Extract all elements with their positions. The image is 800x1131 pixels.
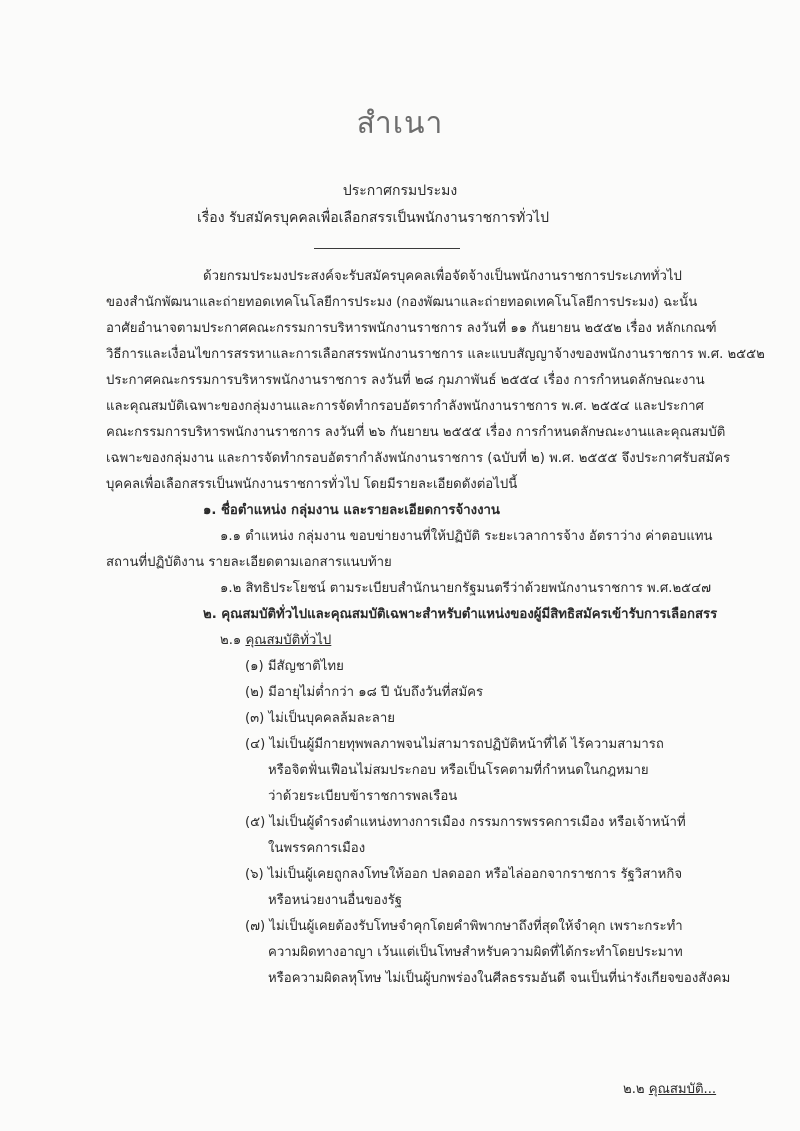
- qualification-item-cont: ในพรรคการเมือง: [268, 841, 366, 856]
- preamble-line: และคุณสมบัติเฉพาะของกลุ่มงานและการจัดทำกรอบอัตรากำลังพนักงานราชการ พ.ศ. ๒๕๕๔ และประกาศ: [106, 399, 704, 414]
- preamble-line: คณะกรรมการบริหารพนักงานราชการ ลงวันที่ ๒๖ กันยายน ๒๕๕๕ เรื่อง การกำหนดลักษณะงานและคุณสมบัติ: [106, 425, 726, 440]
- continuation-marker: [623, 1078, 716, 1099]
- section-2-1-number: ๒.๑: [220, 633, 242, 648]
- announcement-title: ประกาศกรมประมง: [342, 183, 458, 199]
- qualification-item-cont: ว่าด้วยระเบียบข้าราชการพลเรือน: [268, 789, 458, 804]
- section-2-1-heading: [220, 632, 331, 650]
- section-1-1-line: สถานที่ปฏิบัติงาน รายละเอียดตามเอกสารแนบท้าย: [106, 555, 392, 570]
- qualification-item-cont: หรือหน่วยงานอื่นของรัฐ: [268, 893, 403, 908]
- preamble-line: ด้วยกรมประมงประสงค์จะรับสมัครบุคคลเพื่อจัดจ้างเป็นพนักงานราชการประเภททั่วไป: [203, 269, 682, 284]
- section-1-1-line: ๑.๑ ตำแหน่ง กลุ่มงาน ขอบข่ายงานที่ให้ปฏิบัติ ระยะเวลาการจ้าง อัตราว่าง ค่าตอบแทน: [220, 529, 713, 544]
- title-divider: [314, 248, 460, 249]
- qualification-item-cont: หรือความผิดลหุโทษ ไม่เป็นผู้บกพร่องในศีลธรรมอันดี จนเป็นที่น่ารังเกียจของสังคม: [268, 971, 731, 986]
- section-2-heading: ๒. คุณสมบัติทั่วไปและคุณสมบัติเฉพาะสำหรับตำแหน่งของผู้มีสิทธิสมัครเข้ารับการเลือกสรร: [203, 607, 718, 622]
- qualification-item: (๑) มีสัญชาติไทย: [245, 659, 344, 674]
- preamble-line: บุคคลเพื่อเลือกสรรเป็นพนักงานราชการทั่วไป โดยมีรายละเอียดดังต่อไปนี้: [106, 477, 518, 492]
- copy-stamp: สำเนา: [356, 106, 444, 141]
- preamble-line: ประกาศคณะกรรมการบริหารพนักงานราชการ ลงวันที่ ๒๘ กุมภาพันธ์ ๒๕๕๔ เรื่อง การกำหนดลักษณะงาน: [106, 373, 705, 388]
- qualification-item: (๔) ไม่เป็นผู้มีกายทุพพลภาพจนไม่สามารถปฏิบัติหน้าที่ได้ ไร้ความสามารถ: [245, 737, 664, 752]
- continuation-number: ๒.๒: [623, 1082, 645, 1097]
- qualification-item: (๒) มีอายุไม่ต่ำกว่า ๑๘ ปี นับถึงวันที่สมัคร: [245, 685, 484, 700]
- qualification-item: (๖) ไม่เป็นผู้เคยถูกลงโทษให้ออก ปลดออก หรือไล่ออกจากราชการ รัฐวิสาหกิจ: [245, 867, 683, 882]
- qualification-item: (๓) ไม่เป็นบุคคลล้มละลาย: [245, 711, 395, 726]
- preamble-line: อาศัยอำนาจตามประกาศคณะกรรมการบริหารพนักงานราชการ ลงวันที่ ๑๑ กันยายน ๒๕๕๒ เรื่อง หลักเกณฑ์: [106, 321, 717, 336]
- preamble-line: เฉพาะของกลุ่มงาน และการจัดทำกรอบอัตรากำลังพนักงานราชการ (ฉบับที่ ๒) พ.ศ. ๒๕๕๕ จึงประกาศรับสมัคร: [106, 451, 731, 466]
- section-1-heading: ๑. ชื่อตำแหน่ง กลุ่มงาน และรายละเอียดการจ้างงาน: [203, 503, 500, 518]
- qualification-item: (๕) ไม่เป็นผู้ดำรงตำแหน่งทางการเมือง กรรมการพรรคการเมือง หรือเจ้าหน้าที่: [245, 815, 686, 830]
- qualification-item-cont: หรือจิตฟั่นเฟือนไม่สมประกอบ หรือเป็นโรคตามที่กำหนดในกฎหมาย: [268, 763, 649, 778]
- qualification-item-cont: ความผิดทางอาญา เว้นแต่เป็นโทษสำหรับความผิดที่ได้กระทำโดยประมาท: [268, 945, 683, 960]
- section-1-2-line: ๑.๒ สิทธิประโยชน์ ตามระเบียบสำนักนายกรัฐมนตรีว่าด้วยพนักงานราชการ พ.ศ.๒๕๔๗: [220, 581, 712, 596]
- announcement-subject: เรื่อง รับสมัครบุคคลเพื่อเลือกสรรเป็นพนักงานราชการทั่วไป: [197, 210, 550, 226]
- qualification-item: (๗) ไม่เป็นผู้เคยต้องรับโทษจำคุกโดยคำพิพากษาถึงที่สุดให้จำคุก เพราะกระทำ: [245, 919, 683, 934]
- section-2-1-title: คุณสมบัติทั่วไป: [245, 633, 332, 648]
- continuation-text: คุณสมบัติ...: [648, 1082, 717, 1097]
- preamble-line: วิธีการและเงื่อนไขการสรรหาและการเลือกสรรพนักงานราชการ และแบบสัญญาจ้างของพนักงานราชการ พ.ศ. ๒๕๕๒: [106, 347, 765, 362]
- preamble-line: ของสำนักพัฒนาและถ่ายทอดเทคโนโลยีการประมง (กองพัฒนาและถ่ายทอดเทคโนโลยีการประมง) ฉะนั้น: [106, 295, 698, 310]
